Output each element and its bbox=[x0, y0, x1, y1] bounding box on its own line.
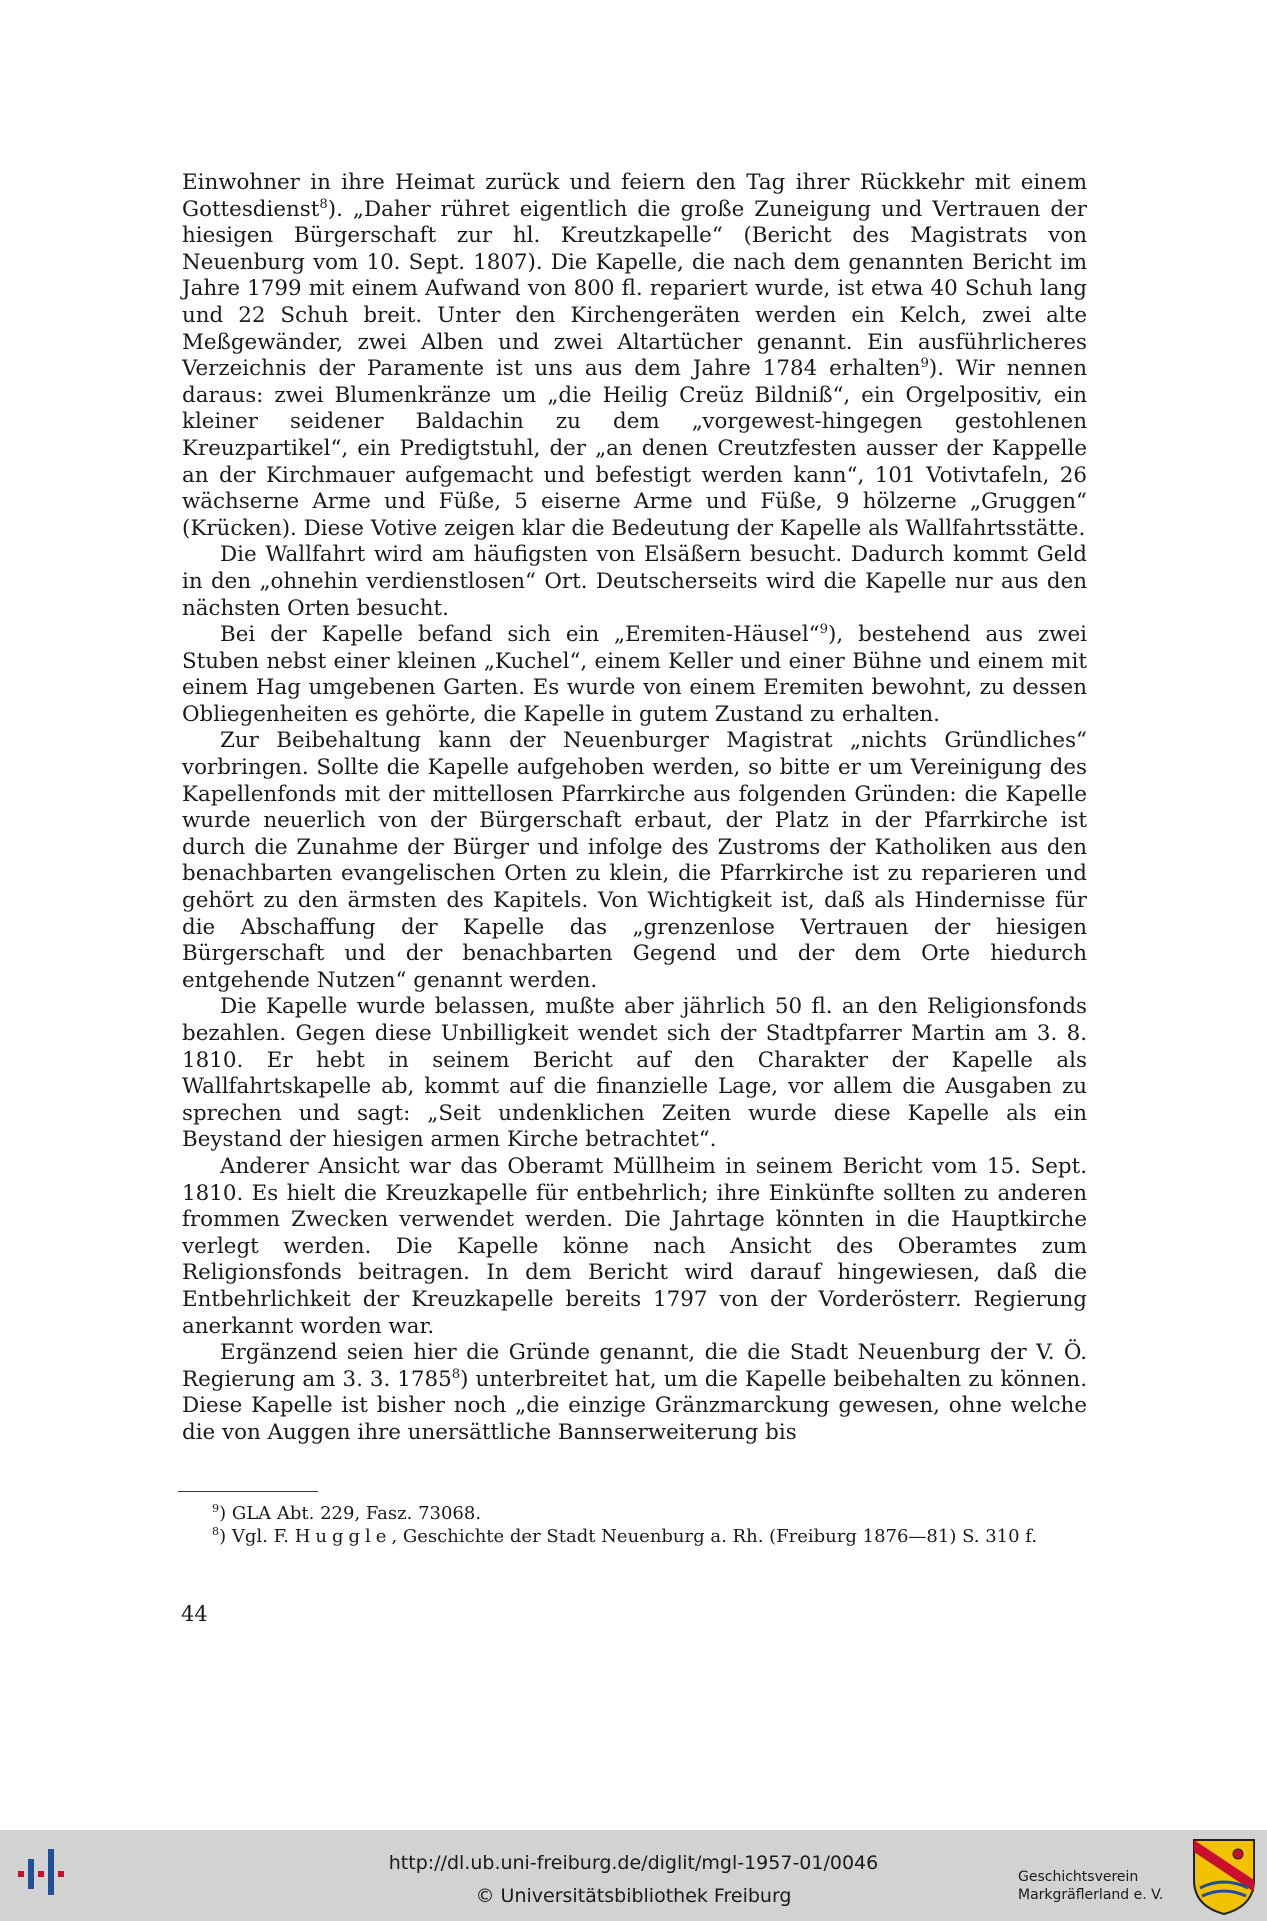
paragraph-text: Zur Beibehaltung kann der Neuenburger Magistrat „nichts Gründliches“ vorbringen. Sollte die Kapelle aufgehoben werden, so bitte er um Vereinigung des Kapellenfonds mit der mittellosen Pfarrkirche aus folgenden Gründen: die Kapelle wurde neuerlich von der Bürgerschaft erbaut, der Platz in der Pfarrkirche ist durch die Zunahme der Bürger und infolge des Zustroms der Katholiken aus den benachbarten evangelischen Orten zu klein, die Pfarrkirche ist zu reparieren und gehört zu den ärmsten des Kapitels. Von Wichtigkeit ist, daß als Hindernisse für die Abschaffung der Kapelle das „grenzenlose Vertrauen der hiesigen Bürgerschaft und der benachbarten Gegend und der dem Orte hiedurch entgehende Nutzen“ genannt werden. bbox=[182, 728, 1087, 993]
footnote-reference: 8 bbox=[319, 196, 328, 212]
society-name bbox=[1018, 1868, 1198, 1904]
body-paragraph bbox=[182, 622, 1087, 728]
footnote-reference: 8 bbox=[451, 1366, 461, 1382]
footnote-1-mark: 9 bbox=[212, 1502, 220, 1515]
paragraph-text: Die Kapelle wurde belassen, mußte aber jährlich 50 fl. an den Religionsfonds bezahlen. Gegen diese Unbilligkeit wendet sich der Stadtpfarrer Martin am 3. 8. 1810. Er hebt in seinem Bericht auf den Charakter der Kapelle als Wallfahrtskapelle ab, kommt auf die finanzielle Lage, vor allem die Ausgaben zu sprechen und sagt: „Seit undenklichen Zeiten wurde diese Kapelle als ein Beystand der hiesigen armen Kirche betrachtet“. bbox=[182, 994, 1087, 1153]
footnote-2-post: , Geschichte der Stadt Neuenburg a. Rh. (Freiburg 1876—81) S. 310 f. bbox=[391, 1526, 1038, 1547]
body-paragraph bbox=[182, 994, 1087, 1154]
footnote-2-pre: ) Vgl. F. bbox=[219, 1526, 295, 1547]
footnote-2-mark: 8 bbox=[212, 1525, 220, 1538]
footer-copyright: © Universitätsbibliothek Freiburg bbox=[475, 1885, 792, 1907]
paragraph-text: Ergänzend seien hier die Gründe genannt, die die Stadt Neuenburg der V. Ö. Regierung am 3. 3. 1785 bbox=[182, 1340, 1087, 1392]
footnote-2-author: Huggle bbox=[294, 1526, 392, 1547]
footnotes bbox=[178, 1502, 1086, 1548]
society-name-line1: Geschichtsverein bbox=[1018, 1869, 1139, 1885]
body-paragraph bbox=[182, 1340, 1087, 1446]
footnote-rule bbox=[178, 1491, 318, 1492]
body-paragraph bbox=[182, 728, 1087, 994]
paragraph-text: ). „Daher rühret eigentlich die große Zuneigung und Vertrauen der hiesigen Bürgerschaft zur hl. Kreutzkapelle“ (Bericht des Magistrats von Neuenburg vom 10. Sept. 1807). Die Kapelle, die nach dem genannten Bericht im Jahre 1799 mit einem Aufwand von 800 fl. repariert wurde, ist etwa 40 Schuh lang und 22 Schuh breit. Unter den Kirchengeräten werden ein Kelch, zwei alte Meßgewänder, zwei Alben und zwei Altartücher genannt. Ein ausführlicheres Verzeichnis der Paramente ist uns aus dem Jahre 1784 erhalten bbox=[182, 196, 1087, 382]
paragraph-text: ) unterbreitet hat, um die Kapelle beibehalten zu können. Diese Kapelle ist bisher noch „die einzige Gränzmarckung gewesen, ohne welche die von Auggen ihre unersättliche Bannserweiterung bis bbox=[182, 1366, 1087, 1445]
paragraph-text: Einwohner in ihre Heimat zurück und feiern den Tag ihrer Rückkehr mit einem Gottesdienst bbox=[182, 170, 1087, 222]
footnote-reference: 9 bbox=[920, 356, 929, 372]
body-paragraph bbox=[182, 170, 1087, 542]
paragraph-text: ). Wir nennen daraus: zwei Blumenkränze um „die Heilig Creüz Bildniß“, ein Orgelpositiv, ein kleiner seidener Baldachin zu dem „vorgewest-hingegen gestohlenen Kreuzpartikel“, ein Predigtstuhl, der „an denen Creutzfesten ausser der Kappelle an der Kirchmauer aufgemacht und befestigt werden kann“, 101 Votivtafeln, 26 wächserne Arme und Füße, 5 eiserne Arme und Füße, 9 hölzerne „Gruggen“ (Krücken). Diese Votive zeigen klar die Bedeutung der Kapelle als Wallfahrtsstätte. bbox=[182, 356, 1087, 541]
page-number: 44 bbox=[181, 1602, 208, 1626]
society-name-line2: Markgräflerland e. V. bbox=[1018, 1887, 1164, 1903]
footnote-2 bbox=[178, 1525, 1086, 1548]
paragraph-text: ), bestehend aus zwei Stuben nebst einer kleinen „Kuchel“, einem Keller und einer Bühne und einem mit einem Hag umgebenen Garten. Es wurde von einem Eremiten bewohnt, zu dessen Obliegenheiten es gehörte, die Kapelle in gutem Zustand zu erhalten. bbox=[182, 622, 1087, 727]
body-paragraph bbox=[182, 1154, 1087, 1340]
footnote-1 bbox=[178, 1502, 1086, 1525]
body-text bbox=[182, 170, 1087, 1447]
body-paragraph bbox=[182, 542, 1087, 622]
coat-of-arms-icon bbox=[1190, 1836, 1258, 1916]
paragraph-text: Anderer Ansicht war das Oberamt Müllheim in seinem Bericht vom 15. Sept. 1810. Es hielt die Kreuzkapelle für entbehrlich; ihre Einkünfte sollten zu anderen frommen Zwecken verwendet werden. Die Jahrtage könnten in die Hauptkirche verlegt werden. Die Kapelle könne nach Ansicht des Oberamtes zum Religionsfonds beitragen. In dem Bericht wird darauf hingewiesen, daß die Entbehrlichkeit der Kreuzkapelle bereits 1797 von der Vorderösterr. Regierung anerkannt worden war. bbox=[182, 1153, 1087, 1339]
footnote-1-text: ) GLA Abt. 229, Fasz. 73068. bbox=[219, 1503, 482, 1524]
paragraph-text: Bei der Kapelle befand sich ein „Eremiten-Häusel“ bbox=[220, 622, 820, 648]
footnote-reference: 9 bbox=[819, 621, 829, 637]
paragraph-text: Die Wallfahrt wird am häufigsten von Elsäßern besucht. Dadurch kommt Geld in den „ohnehin verdienstlosen“ Ort. Deutscherseits wird die Kapelle nur aus den nächsten Orten besucht. bbox=[182, 542, 1087, 621]
footer-url-link[interactable]: http://dl.ub.uni-freiburg.de/diglit/mgl-1957-01/0046 bbox=[388, 1852, 879, 1874]
